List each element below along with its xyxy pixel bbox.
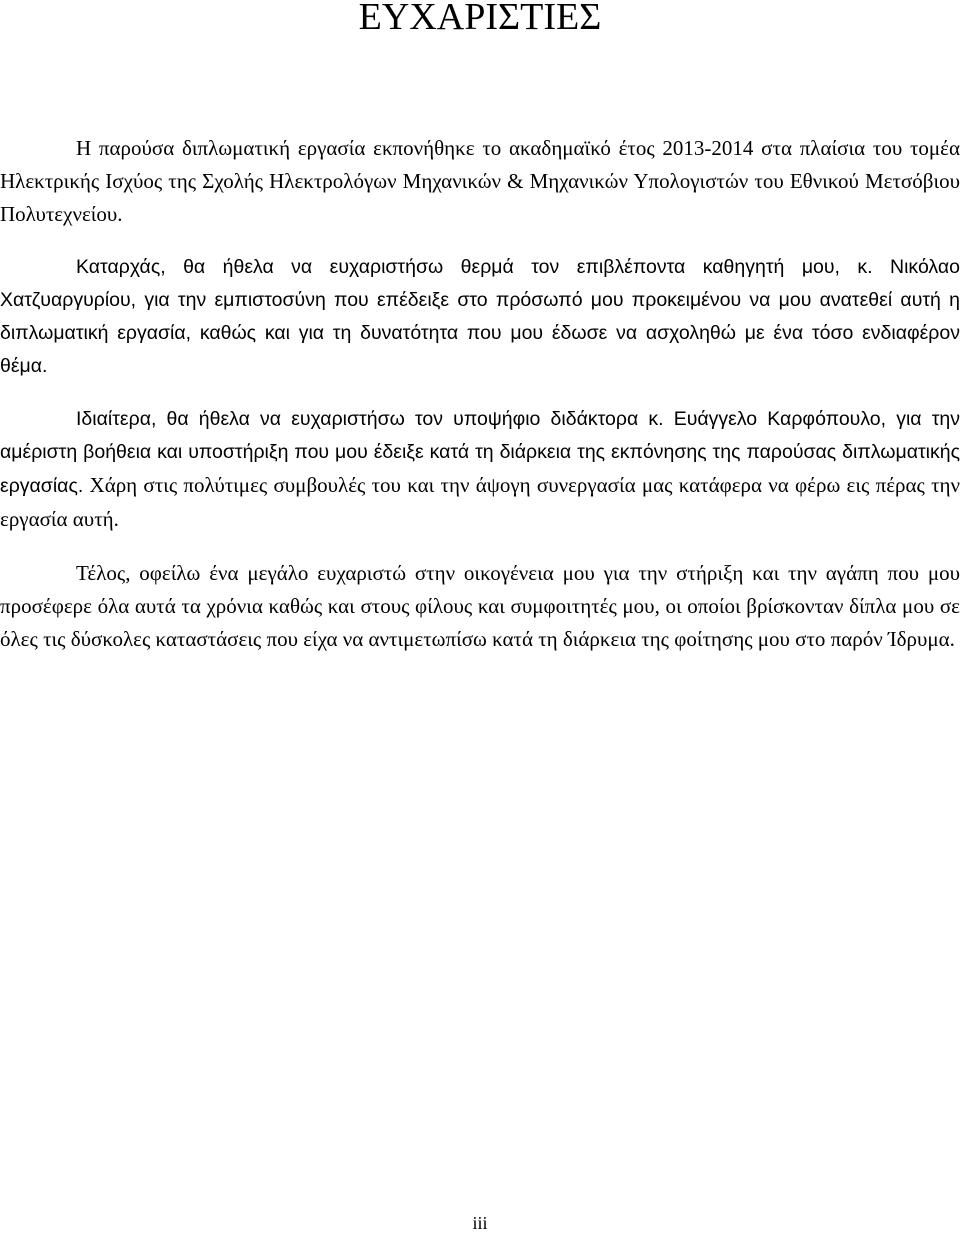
acknowledgements-body: [0, 132, 960, 676]
paragraph-phd-candidate-part-a: Ιδιαίτερα, θα ήθελα να ευχαριστήσω τον υποψήφιο διδάκτορα κ. Ευάγγελο Καρφόπουλο, για την αμέριστη βοήθεια και υποστήριξη που μου έδειξε κατά τη διάρκεια της εκπόνησης της παρούσας διπλωματικής εργασίας.: [0, 408, 960, 497]
paragraph-intro: Η παρούσα διπλωματική εργασία εκπονήθηκε το ακαδημαϊκό έτος 2013-2014 στα πλαίσια του τομέα Ηλεκτρικής Ισχύος της Σχολής Ηλεκτρολόγων Μηχανικών & Μηχανικών Υπολογιστών του Εθνικού Μετσόβιου Πολυτεχνείου.: [0, 136, 960, 226]
paragraph-family: Τέλος, οφείλω ένα μεγάλο ευχαριστώ στην οικογένεια μου για την στήριξη και την αγάπη που μου προσέφερε όλα αυτά τα χρόνια καθώς και στους φίλους και συμφοιτητές μου, οι οποίοι βρίσκονταν δίπλα μου σε όλες τις δύσκολες καταστάσεις που είχα να αντιμετωπίσω κατά τη διάρκεια της φοίτησης μου στο παρόν Ίδρυμα.: [0, 561, 960, 651]
paragraph-phd-candidate-part-b: Χάρη στις πολύτιμες συμβουλές του και την άψογη συνεργασία μας κατάφερα να φέρω εις πέρας την εργασία αυτή.: [0, 473, 960, 531]
page-title: ΕΥΧΑΡΙΣΤΙΕΣ: [358, 0, 602, 38]
page-number: iii: [472, 1213, 488, 1233]
paragraph-supervisor: Καταρχάς, θα ήθελα να ευχαριστήσω θερμά τον επιβλέποντα καθηγητή μου, κ. Νικόλαο Χατζυαργυρίου, για την εμπιστοσύνη που επέδειξε στο πρόσωπό μου προκειμένου να μου ανατεθεί αυτή η διπλωματική εργασία, καθώς και για τη δυνατότητα που μου έδωσε να ασχοληθώ με ένα τόσο ενδιαφέρον θέμα.: [0, 256, 960, 377]
paragraph-phd-candidate: [0, 403, 960, 537]
